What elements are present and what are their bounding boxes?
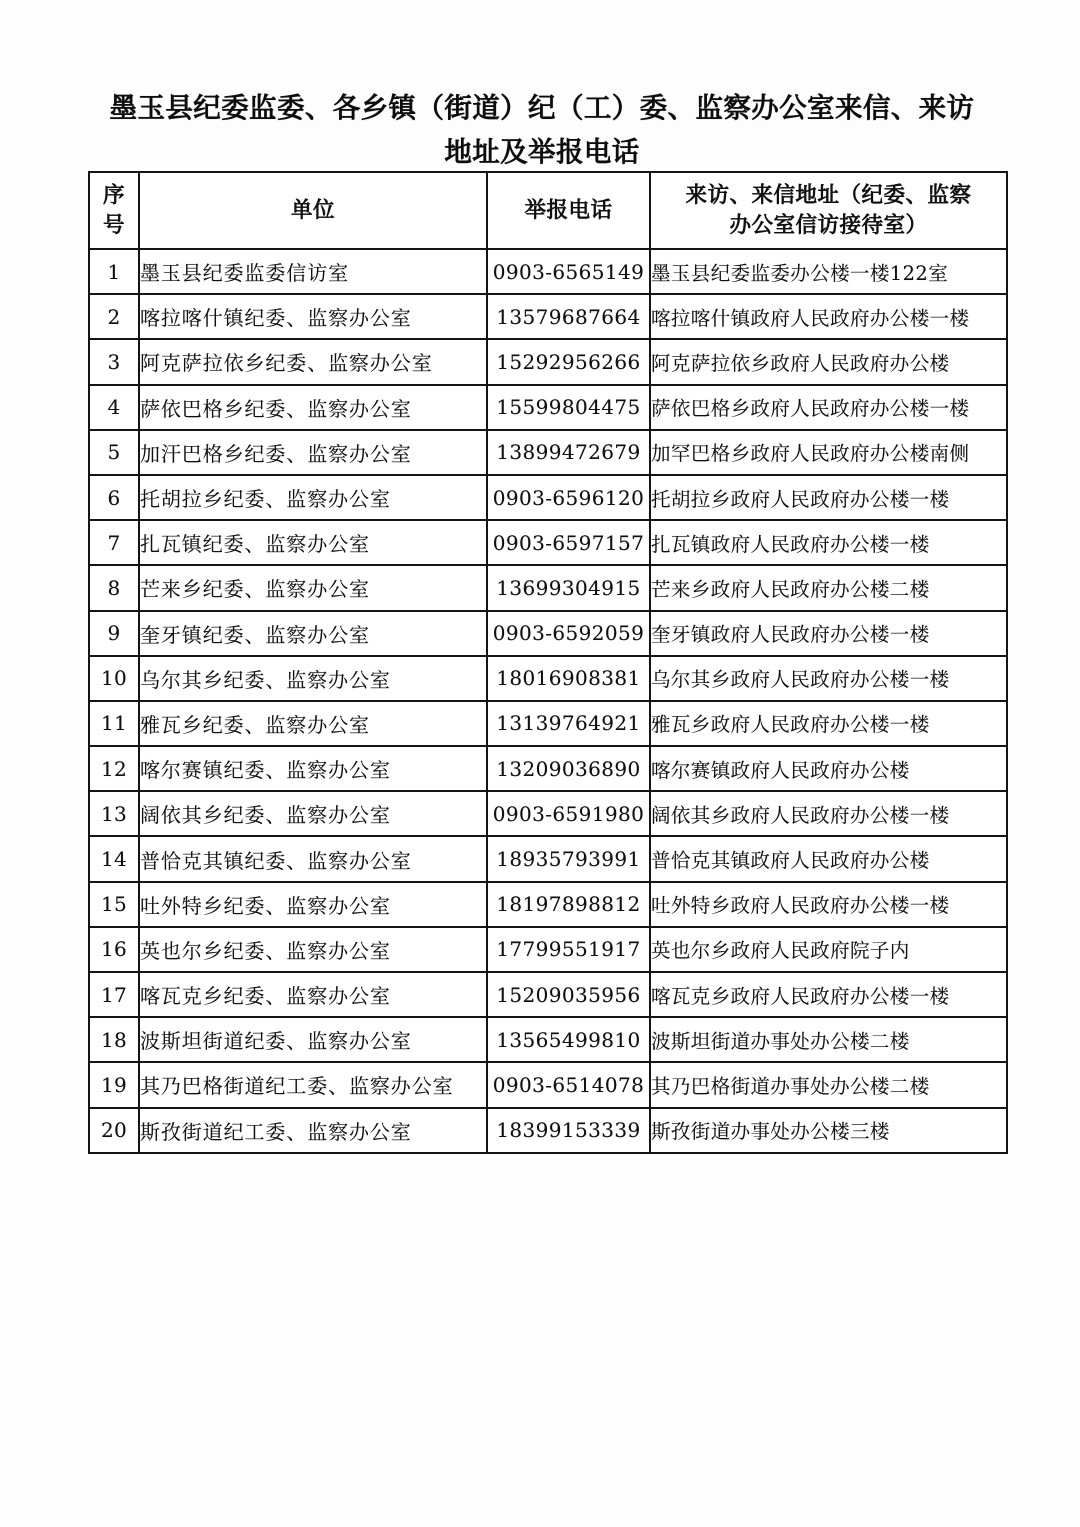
page-title-line-2: 地址及举报电话: [444, 136, 640, 168]
cell-phone: 0903-6592059: [487, 611, 650, 656]
cell-address: 芒来乡政府人民政府办公楼二楼: [650, 565, 1007, 610]
cell-unit: 托胡拉乡纪委、监察办公室: [139, 475, 487, 520]
cell-sequence: 15: [89, 882, 139, 927]
table-row: [89, 249, 1007, 294]
cell-unit: 喀拉喀什镇纪委、监察办公室: [139, 294, 487, 339]
cell-phone: 15599804475: [487, 385, 650, 430]
cell-unit: 阔依其乡纪委、监察办公室: [139, 791, 487, 836]
cell-sequence: 3: [89, 339, 139, 384]
table-row: [89, 1062, 1007, 1107]
cell-address: 普恰克其镇政府人民政府办公楼: [650, 836, 1007, 881]
table-body: [89, 249, 1007, 1153]
cell-unit: 其乃巴格街道纪工委、监察办公室: [139, 1062, 487, 1107]
cell-address: 喀尔赛镇政府人民政府办公楼: [650, 746, 1007, 791]
cell-phone: 18935793991: [487, 836, 650, 881]
cell-sequence: 2: [89, 294, 139, 339]
table-row: [89, 611, 1007, 656]
cell-phone: 0903-6565149: [487, 249, 650, 294]
table-row: [89, 385, 1007, 430]
column-header-sequence-line-1: 序: [102, 182, 125, 208]
table-header-row: [89, 172, 1007, 249]
contact-table-container: [88, 171, 1006, 1154]
cell-unit: 斯孜街道纪工委、监察办公室: [139, 1108, 487, 1153]
cell-unit: 英也尔乡纪委、监察办公室: [139, 927, 487, 972]
cell-unit: 奎牙镇纪委、监察办公室: [139, 611, 487, 656]
cell-phone: 18016908381: [487, 656, 650, 701]
cell-phone: 18197898812: [487, 882, 650, 927]
column-header-address-line-2: 办公室信访接待室）: [729, 212, 928, 238]
column-header-phone: 举报电话: [487, 172, 650, 249]
cell-unit: 喀瓦克乡纪委、监察办公室: [139, 972, 487, 1017]
cell-unit: 吐外特乡纪委、监察办公室: [139, 882, 487, 927]
cell-unit: 萨依巴格乡纪委、监察办公室: [139, 385, 487, 430]
cell-address: 乌尔其乡政府人民政府办公楼一楼: [650, 656, 1007, 701]
table-row: [89, 791, 1007, 836]
table-row: [89, 294, 1007, 339]
cell-address: 英也尔乡政府人民政府院子内: [650, 927, 1007, 972]
cell-sequence: 17: [89, 972, 139, 1017]
cell-address: 萨依巴格乡政府人民政府办公楼一楼: [650, 385, 1007, 430]
cell-unit: 雅瓦乡纪委、监察办公室: [139, 701, 487, 746]
cell-address: 吐外特乡政府人民政府办公楼一楼: [650, 882, 1007, 927]
cell-phone: 13899472679: [487, 430, 650, 475]
column-header-address: [650, 172, 1007, 249]
cell-phone: 15292956266: [487, 339, 650, 384]
cell-address: 托胡拉乡政府人民政府办公楼一楼: [650, 475, 1007, 520]
table-row: [89, 430, 1007, 475]
cell-sequence: 6: [89, 475, 139, 520]
cell-unit: 喀尔赛镇纪委、监察办公室: [139, 746, 487, 791]
cell-unit: 普恰克其镇纪委、监察办公室: [139, 836, 487, 881]
cell-phone: 0903-6514078: [487, 1062, 650, 1107]
page-title-line-1: 墨玉县纪委监委、各乡镇（街道）纪（工）委、监察办公室来信、来访: [109, 92, 975, 124]
cell-address: 加罕巴格乡政府人民政府办公楼南侧: [650, 430, 1007, 475]
cell-phone: 13139764921: [487, 701, 650, 746]
table-header: [89, 172, 1007, 249]
cell-unit: 乌尔其乡纪委、监察办公室: [139, 656, 487, 701]
column-header-address-line-1: 来访、来信地址（纪委、监察: [685, 182, 972, 208]
cell-sequence: 16: [89, 927, 139, 972]
cell-sequence: 8: [89, 565, 139, 610]
table-row: [89, 882, 1007, 927]
cell-sequence: 5: [89, 430, 139, 475]
cell-address: 其乃巴格街道办事处办公楼二楼: [650, 1062, 1007, 1107]
cell-sequence: 10: [89, 656, 139, 701]
table-row: [89, 520, 1007, 565]
cell-phone: 13699304915: [487, 565, 650, 610]
table-row: [89, 565, 1007, 610]
cell-sequence: 11: [89, 701, 139, 746]
cell-unit: 波斯坦街道纪委、监察办公室: [139, 1017, 487, 1062]
page-title: [92, 86, 992, 174]
cell-unit: 芒来乡纪委、监察办公室: [139, 565, 487, 610]
cell-address: 斯孜街道办事处办公楼三楼: [650, 1108, 1007, 1153]
table-row: [89, 927, 1007, 972]
cell-address: 扎瓦镇政府人民政府办公楼一楼: [650, 520, 1007, 565]
table-row: [89, 836, 1007, 881]
table-row: [89, 746, 1007, 791]
table-row: [89, 701, 1007, 746]
cell-unit: 加汗巴格乡纪委、监察办公室: [139, 430, 487, 475]
cell-sequence: 7: [89, 520, 139, 565]
cell-phone: 13565499810: [487, 1017, 650, 1062]
cell-phone: 0903-6596120: [487, 475, 650, 520]
cell-address: 波斯坦街道办事处办公楼二楼: [650, 1017, 1007, 1062]
cell-phone: 0903-6597157: [487, 520, 650, 565]
cell-sequence: 9: [89, 611, 139, 656]
cell-phone: 13209036890: [487, 746, 650, 791]
contact-table: [88, 171, 1008, 1154]
cell-sequence: 13: [89, 791, 139, 836]
table-row: [89, 475, 1007, 520]
table-row: [89, 339, 1007, 384]
cell-sequence: 20: [89, 1108, 139, 1153]
cell-phone: 17799551917: [487, 927, 650, 972]
cell-address: 喀拉喀什镇政府人民政府办公楼一楼: [650, 294, 1007, 339]
table-row: [89, 656, 1007, 701]
table-row: [89, 1108, 1007, 1153]
cell-phone: 13579687664: [487, 294, 650, 339]
cell-unit: 扎瓦镇纪委、监察办公室: [139, 520, 487, 565]
cell-phone: 0903-6591980: [487, 791, 650, 836]
cell-address: 墨玉县纪委监委办公楼一楼122室: [650, 249, 1007, 294]
cell-address: 阔依其乡政府人民政府办公楼一楼: [650, 791, 1007, 836]
column-header-sequence-line-2: 号: [102, 212, 125, 238]
cell-sequence: 1: [89, 249, 139, 294]
cell-sequence: 4: [89, 385, 139, 430]
cell-phone: 15209035956: [487, 972, 650, 1017]
cell-address: 奎牙镇政府人民政府办公楼一楼: [650, 611, 1007, 656]
column-header-unit: 单位: [139, 172, 487, 249]
cell-sequence: 18: [89, 1017, 139, 1062]
table-row: [89, 1017, 1007, 1062]
cell-address: 喀瓦克乡政府人民政府办公楼一楼: [650, 972, 1007, 1017]
column-header-sequence: [89, 172, 139, 249]
cell-phone: 18399153339: [487, 1108, 650, 1153]
table-row: [89, 972, 1007, 1017]
cell-unit: 墨玉县纪委监委信访室: [139, 249, 487, 294]
cell-sequence: 19: [89, 1062, 139, 1107]
cell-sequence: 14: [89, 836, 139, 881]
cell-unit: 阿克萨拉依乡纪委、监察办公室: [139, 339, 487, 384]
cell-address: 阿克萨拉依乡政府人民政府办公楼: [650, 339, 1007, 384]
cell-address: 雅瓦乡政府人民政府办公楼一楼: [650, 701, 1007, 746]
cell-sequence: 12: [89, 746, 139, 791]
